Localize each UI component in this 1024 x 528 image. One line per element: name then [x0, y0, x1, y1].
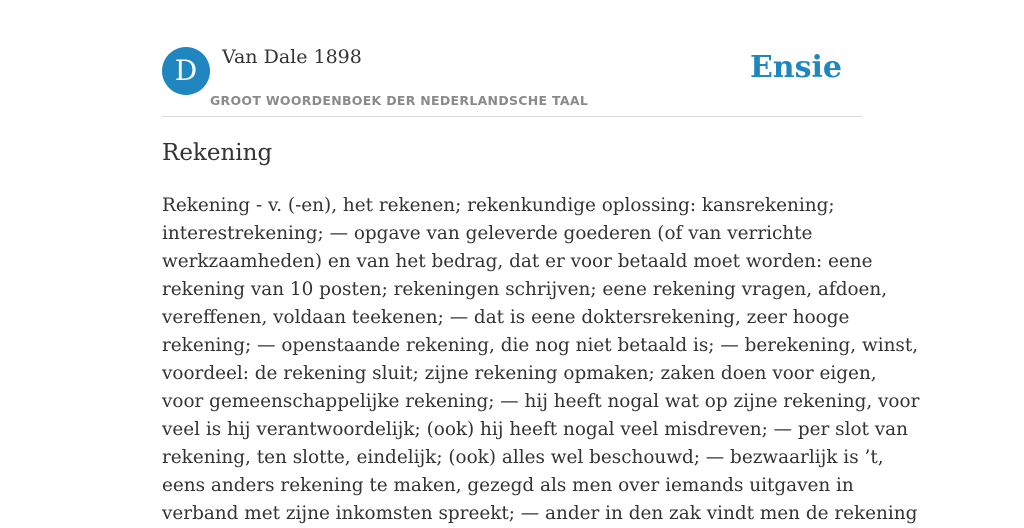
source-avatar[interactable]: D [162, 47, 210, 95]
definition-line: eens anders rekening te maken, gezegd als men over iemands uitgaven in [162, 475, 854, 496]
definition-line: rekening, ten slotte, eindelijk; (ook) alles wel beschouwd; — bezwaarlijk is ’t, [162, 447, 884, 468]
definition-line: voordeel: de rekening sluit; zijne rekening opmaken; zaken doen voor eigen, [162, 363, 877, 384]
definition-line: Rekening - v. (-en), het rekenen; rekenkundige oplossing: kansrekening; [162, 195, 835, 216]
definition-line: veel is hij verantwoordelijk; (ook) hij heeft nogal veel misdreven; — per slot van [162, 419, 908, 440]
entry-definition [162, 192, 920, 528]
definition-line: voor gemeenschappelijke rekening; — hij heeft nogal wat op zijne rekening, voor [162, 391, 920, 412]
definition-line: rekening; — openstaande rekening, die nog niet betaald is; — berekening, winst, [162, 335, 919, 356]
source-header [162, 0, 862, 117]
ensie-logo[interactable]: Ensie [749, 50, 842, 85]
definition-line: werkzaamheden) en van het bedrag, dat er voor betaald moet worden: eene [162, 251, 873, 272]
source-title[interactable]: Van Dale 1898 [222, 46, 362, 68]
entry-title: Rekening [162, 140, 273, 166]
entry-page [162, 0, 920, 524]
definition-line: rekening van 10 posten; rekeningen schrijven; eene rekening vragen, afdoen, [162, 279, 888, 300]
definition-line: vereffenen, voldaan teekenen; — dat is eene doktersrekening, zeer hooge [162, 307, 850, 328]
definition-line: verband met zijne inkomsten spreekt; — ander in den zak vindt men de rekening [162, 503, 918, 524]
source-subtitle: GROOT WOORDENBOEK DER NEDERLANDSCHE TAAL [210, 93, 589, 108]
definition-line: interestrekening; — opgave van geleverde goederen (of van verrichte [162, 223, 813, 244]
